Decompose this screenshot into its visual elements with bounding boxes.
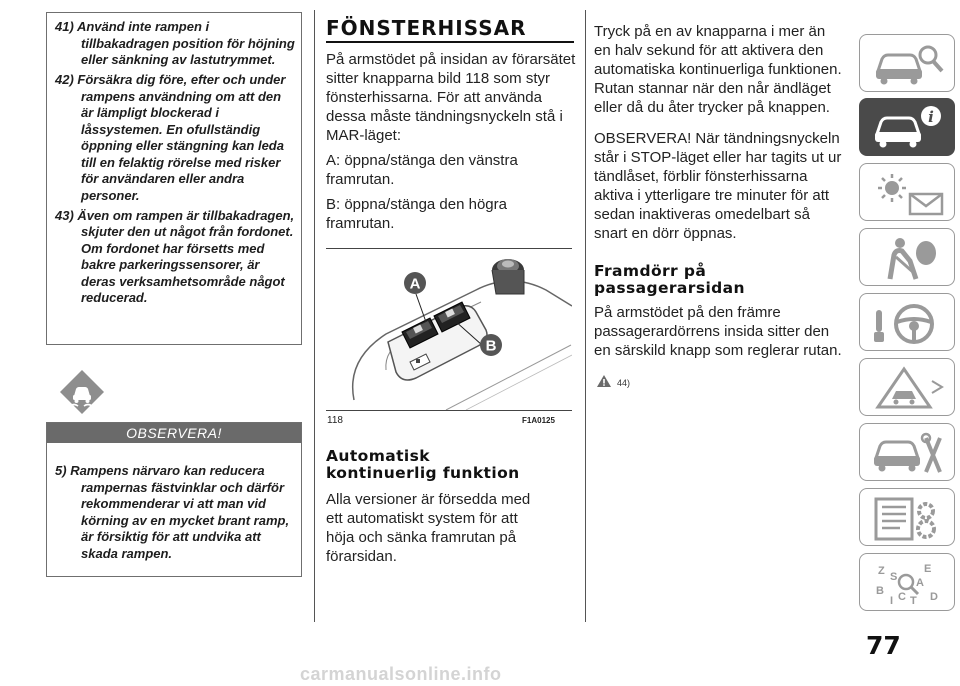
observera-header: OBSERVERA! (47, 423, 301, 443)
right-text-block (594, 22, 846, 243)
callout-b-label: B (485, 337, 497, 355)
sidebar-tab-car-info[interactable] (859, 98, 955, 156)
note-reference: 44) (617, 378, 631, 388)
window-switch-figure (326, 250, 572, 410)
warning-box (46, 12, 302, 345)
passenger-paragraph: På armstödet på den främre passagerardörrens insida sitter den en särskild knapp som reglerar rutan. (594, 304, 842, 359)
warning-item-43: 43) Även om rampen är tillbakadragen, skjuter den ut något från fordonet. Om fordonet har försetts med bakre parkeringssensorer, är deras verksamhetsområde något reducerad. (55, 207, 295, 305)
button-a-description: A: öppna/stänga den vänstra framrutan. (326, 152, 518, 188)
alphabet-index-icon (870, 560, 946, 606)
figure-number: 118 (327, 415, 343, 426)
warning-triangle-icon (870, 365, 946, 411)
sidebar-tab-car-search[interactable] (859, 34, 955, 92)
svg-text:i: i (928, 108, 934, 126)
automatic-subheading: Automatisk kontinuerlig funktion (326, 447, 520, 482)
intro-paragraph: På armstödet på insidan av förarsätet sitter knapparna bild 118 som styr fönsterhissarna. För att använda dessa måste tändningsnyckeln stå i MAR-läget: (326, 51, 576, 144)
column-divider-right (585, 10, 586, 622)
figure-code: F1A0125 (522, 416, 555, 425)
car-tools-icon (870, 430, 946, 476)
warning-item-42: 42) Försäkra dig före, efter och under rampens användning om att den är lämpligt blockerad i låssystemen. En ofullständig öppning eller stängning kan leda till en felaktig rörelse med risker för användaren eller andra personer. (55, 72, 286, 203)
slippery-road-warning-icon (58, 368, 106, 416)
observera-item-5: 5) Rampens närvaro kan reducera rampernas fästvinklar och därför rekommenderar vi att man vid körning av en mycket brant ramp, är försiktig för att undvika att skada rampen. (55, 463, 290, 561)
warning-item-41: 41) Använd inte rampen i tillbakadragen position för höjning eller sänkning av lastutrymmet. (55, 19, 295, 67)
section-title: FÖNSTERHISSAR (326, 16, 527, 40)
sidebar-tab-steering-wheel[interactable] (859, 293, 955, 351)
svg-text:S: S (890, 571, 898, 583)
passenger-subsection (594, 263, 774, 296)
title-rule (326, 41, 574, 43)
passenger-subheading: Framdörr på passagerarsidan (594, 262, 745, 297)
svg-text:I: I (890, 595, 894, 606)
ignition-note-paragraph: OBSERVERA! När tändningsnyckeln står i STOP-läget eller har tagits ut ur tändlåset, förblir fönsterhissarna aktiva i ytterligare tre minuter för att sedan inaktiveras omedelbart så snart en dörr öppnas. (594, 130, 842, 242)
sidebar-tab-airbag-seat[interactable] (859, 228, 955, 286)
svg-text:E: E (924, 563, 932, 575)
sidebar-tab-specifications[interactable] (859, 488, 955, 546)
svg-text:B: B (876, 585, 884, 597)
warning-triangle-small-icon (596, 374, 612, 388)
intro-text-block (326, 50, 576, 233)
sidebar-tab-lights-message[interactable] (859, 163, 955, 221)
svg-text:T: T (910, 595, 917, 606)
automatic-paragraph: Alla versioner är försedda med ett automatiskt system för att höja och sänka framrutan på förarsidan. (326, 491, 531, 565)
figure-top-rule (326, 248, 572, 249)
passenger-text (594, 303, 846, 360)
airbag-seat-icon (870, 235, 946, 281)
svg-text:Z: Z (878, 565, 885, 577)
watermark: carmanualsonline.info (300, 664, 502, 684)
car-info-icon (869, 104, 945, 150)
steering-wheel-icon (870, 300, 946, 346)
sidebar-tab-warning[interactable] (859, 358, 955, 416)
spec-gears-icon (870, 495, 946, 541)
svg-text:A: A (916, 577, 924, 589)
sidebar-tab-alphabetical-index[interactable] (859, 553, 955, 611)
car-search-icon (870, 41, 946, 87)
observera-box (46, 422, 302, 577)
sidebar-tab-car-tools[interactable] (859, 423, 955, 481)
auto-function-paragraph: Tryck på en av knapparna i mer än en halv sekund för att aktivera den automatiska kontinuerliga funktionen. Rutan stannar när den når ändläget eller då du åter trycker på knappen. (594, 23, 842, 116)
page-number: 77 (866, 631, 901, 660)
svg-text:D: D (930, 591, 938, 603)
svg-text:C: C (898, 591, 906, 603)
column-divider-left (314, 10, 315, 622)
automatic-subsection (326, 448, 536, 566)
callout-a-label: A (409, 275, 421, 293)
button-b-description: B: öppna/stänga den högra framrutan. (326, 196, 507, 232)
figure-bottom-rule (326, 410, 572, 411)
lights-message-icon (870, 170, 946, 216)
